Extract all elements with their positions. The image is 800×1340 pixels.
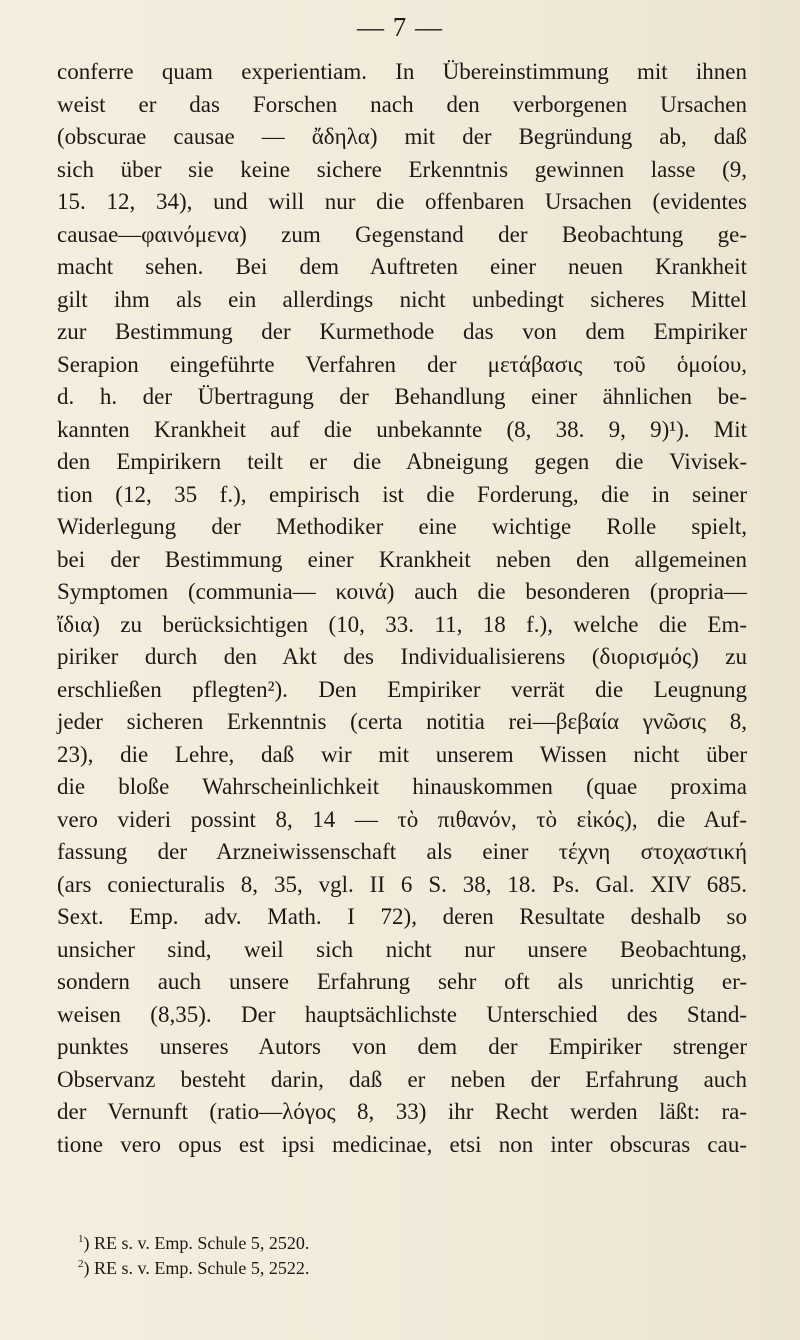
text-line: d. h. der Übertragung der Behandlung einer ähnlichen be- — [57, 384, 747, 409]
body-text — [57, 56, 747, 1161]
text-line: zur Bestimmung der Kurmethode das von dem Empiriker — [57, 319, 747, 344]
text-line: sondern auch unsere Erfahrung sehr oft als unrichtig er- — [57, 969, 747, 994]
footnote-marker: 1 — [78, 1233, 84, 1245]
text-line: kannten Krankheit auf die unbekannte (8, 38. 9, 9)¹). Mit — [57, 416, 747, 442]
text-line: bei der Bestimmung einer Krankheit neben den allgemeinen — [57, 546, 747, 572]
text-line: jeder sicheren Erkenntnis (certa notitia rei—βεβαία γνῶσις 8, — [57, 709, 747, 734]
footnote-text: ) RE s. v. Emp. Schule 5, 2522. — [83, 1258, 310, 1278]
text-line: Observanz besteht darin, daß er neben der Erfahrung auch — [57, 1066, 747, 1092]
text-line: macht sehen. Bei dem Auftreten einer neuen Krankheit — [57, 254, 747, 279]
text-line: 15. 12, 34), und will nur die offenbaren Ursachen (evidentes — [57, 189, 747, 214]
text-line: Serapion eingeführte Verfahren der μετάβασις τοῦ ὁμοίου, — [57, 351, 747, 377]
text-line: unsicher sind, weil sich nicht nur unsere Beobachtung, — [57, 936, 747, 962]
text-line: conferre quam experientiam. In Übereinstimmung mit ihnen — [57, 59, 747, 84]
text-line: Sext. Emp. adv. Math. I 72), deren Resultate deshalb so — [57, 904, 747, 929]
text-line: tion (12, 35 f.), empirisch ist die Forderung, die in seiner — [57, 481, 747, 507]
text-line: gilt ihm als ein allerdings nicht unbedingt sicheres Mittel — [57, 286, 747, 312]
text-line: vero videri possint 8, 14 — τὸ πιθανόν, τὸ εἰκός), die Auf- — [57, 806, 747, 832]
text-line: den Empirikern teilt er die Abneigung gegen die Vivisek- — [57, 449, 747, 474]
text-line: Widerlegung der Methodiker eine wichtige Rolle spielt, — [57, 514, 747, 539]
text-line: piriker durch den Akt des Individualisierens (διορισμός) zu — [57, 644, 747, 669]
text-line: (obscurae causae — ἄδηλα) mit der Begründung ab, daß — [57, 124, 747, 149]
text-line: der Vernunft (ratio—λόγος 8, 33) ihr Recht werden läßt: ra- — [57, 1099, 747, 1124]
page-number: — 7 — — [357, 12, 443, 42]
text-line: ἴδια) zu berücksichtigen (10, 33. 11, 18 f.), welche die Em- — [57, 611, 747, 637]
text-line: causae—φαινόμενα) zum Gegenstand der Beobachtung ge- — [57, 221, 747, 247]
footnote-text: ) RE s. v. Emp. Schule 5, 2520. — [83, 1233, 310, 1253]
text-line: (ars coniecturalis 8, 35, vgl. II 6 S. 38, 18. Ps. Gal. XIV 685. — [57, 871, 747, 897]
text-line: erschließen pflegten²). Den Empiriker verrät die Leugnung — [57, 676, 747, 702]
text-line: Symptomen (communia— κοινά) auch die besonderen (propria— — [57, 579, 747, 604]
footnote-marker: 2 — [78, 1258, 84, 1270]
text-line: 23), die Lehre, daß wir mit unserem Wissen nicht über — [57, 741, 747, 767]
footnotes — [78, 1227, 738, 1277]
text-line: punktes unseres Autors von dem der Empiriker strenger — [57, 1034, 747, 1059]
text-line: tione vero opus est ipsi medicinae, etsi non inter obscuras cau- — [57, 1131, 747, 1157]
text-line: die bloße Wahrscheinlichkeit hinauskommen (quae proxima — [57, 774, 747, 799]
text-line: weist er das Forschen nach den verborgenen Ursachen — [57, 91, 747, 117]
text-line: sich über sie keine sichere Erkenntnis gewinnen lasse (9, — [57, 156, 747, 182]
footnote — [78, 1227, 738, 1252]
text-line: fassung der Arzneiwissenschaft als einer τέχνη στοχαστική — [57, 839, 747, 864]
text-line: weisen (8,35). Der hauptsächlichste Unterschied des Stand- — [57, 1001, 747, 1027]
footnote — [78, 1252, 738, 1277]
